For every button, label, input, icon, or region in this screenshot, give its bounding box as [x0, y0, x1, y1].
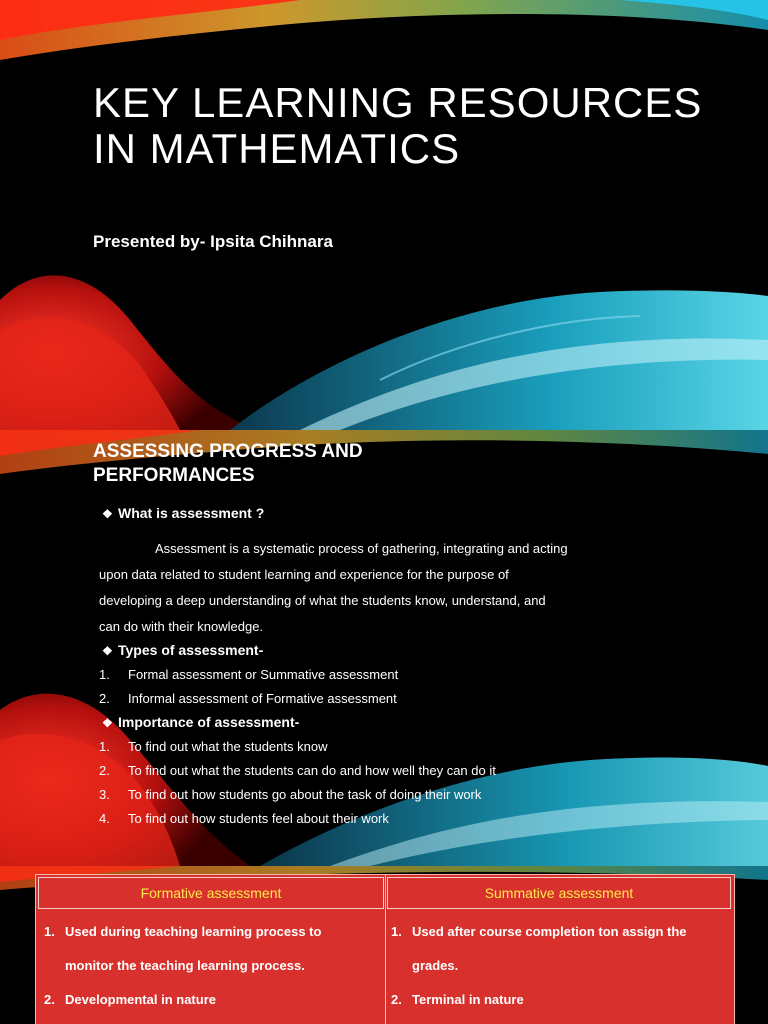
title-slide: [0, 0, 768, 430]
bullet-heading-text: What is assessment ?: [118, 505, 265, 521]
bullet-heading-text: Importance of assessment-: [118, 714, 300, 730]
assessment-definition-paragraph: [99, 536, 669, 640]
list-item: 1. To find out what the students know: [99, 739, 328, 754]
formative-header: Formative assessment: [38, 877, 384, 909]
diamond-bullet-icon: ❖: [102, 716, 113, 730]
paragraph-line: upon data related to student learning and experience for the purpose of: [99, 567, 509, 582]
table-row: grades.: [412, 958, 459, 973]
bullet-importance-of-assessment: [102, 714, 299, 730]
list-item: 1. Formal assessment or Summative assessment: [99, 667, 399, 682]
table-row: 1. Used during teaching learning process to: [44, 924, 322, 939]
diamond-bullet-icon: ❖: [102, 507, 113, 521]
table-row: 2. Terminal in nature: [391, 992, 524, 1007]
paragraph-line: Assessment is a systematic process of gathering, integrating and acting: [155, 541, 568, 556]
paragraph-line: can do with their knowledge.: [99, 619, 264, 634]
summative-header: Summative assessment: [387, 877, 731, 909]
slide-title: [93, 80, 733, 172]
slide-title-line-2: PERFORMANCES: [93, 465, 255, 486]
summative-column: [391, 921, 687, 1023]
slide-title: [93, 440, 493, 488]
comparison-slide: [0, 866, 768, 1024]
slide-title-line-2: IN MATHEMATICS: [93, 125, 461, 172]
bullet-types-of-assessment: [102, 642, 263, 658]
assessment-slide: [0, 430, 768, 866]
slide-title-line-1: ASSESSING PROGRESS AND: [93, 441, 363, 462]
list-item: 3. To find out how students go about the task of doing their work: [99, 787, 482, 802]
list-item: 2. To find out what the students can do and how well they can do it: [99, 763, 496, 778]
list-item: 2. Informal assessment of Formative assessment: [99, 691, 397, 706]
importance-list: [99, 735, 496, 831]
bullet-heading-text: Types of assessment-: [118, 642, 264, 658]
comparison-table: [35, 874, 735, 1024]
diamond-bullet-icon: ❖: [102, 644, 113, 658]
formative-column: [44, 921, 321, 1023]
presenter-subtitle: Presented by- Ipsita Chihnara: [93, 232, 333, 251]
bullet-what-is-assessment: [102, 505, 264, 521]
list-item: 4. To find out how students feel about their work: [99, 811, 389, 826]
table-row: 2. Developmental in nature: [44, 992, 216, 1007]
types-list: [99, 663, 398, 711]
slide-title-line-1: KEY LEARNING RESOURCES: [93, 79, 703, 126]
column-divider: [385, 875, 386, 1024]
table-row: monitor the teaching learning process.: [65, 958, 305, 973]
table-row: 1. Used after course completion ton assign the: [391, 924, 687, 939]
paragraph-line: developing a deep understanding of what the students know, understand, and: [99, 593, 546, 608]
